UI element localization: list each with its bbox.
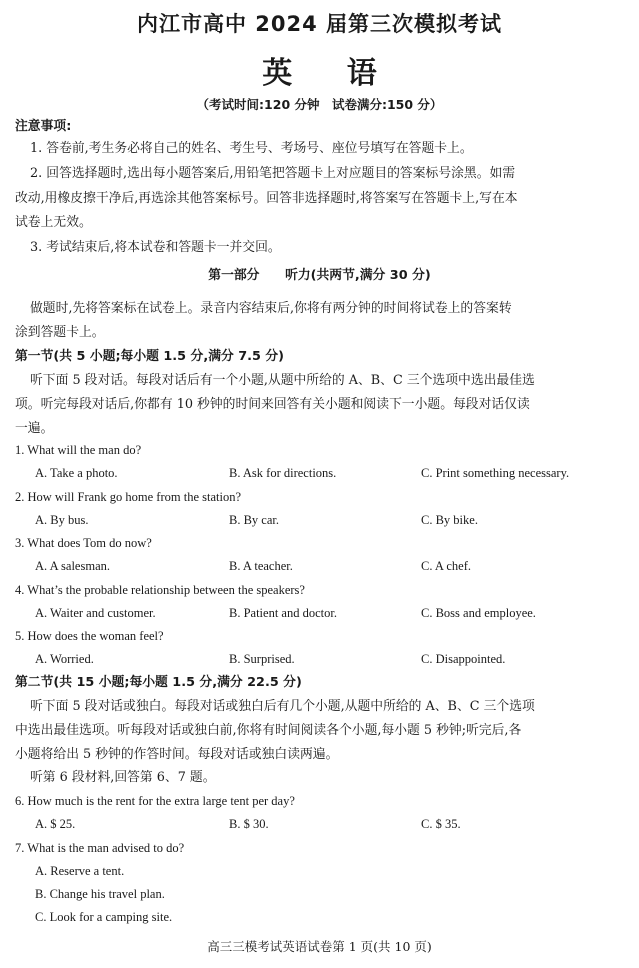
option-a: A. Waiter and customer. [35, 606, 156, 620]
material-note: 听第 6 段材料,回答第 6、7 题。 [30, 770, 216, 785]
notice-item: 3. 考试结束后,将本试卷和答题卡一并交回。 [30, 240, 281, 255]
option-c: C. Look for a camping site. [35, 910, 173, 924]
section1-instruction: 听下面 5 段对话。每段对话后有一个小题,从题中所给的 A、B、C 三个选项中选出最佳选 [30, 373, 535, 388]
notice-item: 2. 回答选择题时,选出每小题答案后,用铅笔把答题卡上对应题目的答案标号涂黑。如需 [30, 166, 516, 181]
part1-intro: 涂到答题卡上。 [15, 325, 105, 340]
question-stem: 1. What will the man do? [15, 443, 142, 457]
question-stem: 4. What’s the probable relationship between the speakers? [15, 583, 305, 597]
option-a: A. Worried. [35, 652, 94, 666]
section2-instruction: 听下面 5 段对话或独白。每段对话或独白后有几个小题,从题中所给的 A、B、C 三个选项 [30, 699, 535, 714]
time-info: （考试时间:120 分钟 试卷满分:150 分） [196, 97, 443, 112]
notice-item: 改动,用橡皮擦干净后,再选涂其他答案标号。回答非选择题时,将答案写在答题卡上,写在本 [15, 191, 518, 206]
option-c: C. $ 35. [421, 817, 461, 831]
option-c: C. Boss and employee. [421, 606, 536, 620]
section1-instruction: 一遍。 [15, 421, 54, 436]
option-b: B. By car. [229, 513, 279, 527]
option-b: B. Patient and doctor. [229, 606, 337, 620]
exam-title: 内江市高中 2024 届第三次模拟考试 [136, 12, 503, 36]
option-a: A. $ 25. [35, 817, 76, 831]
question-stem: 3. What does Tom do now? [15, 536, 152, 550]
option-b: B. Ask for directions. [229, 466, 337, 480]
section2-instruction: 小题将给出 5 秒钟的作答时间。每段对话或独白读两遍。 [15, 747, 339, 762]
part1-heading: 第一部分 听力(共两节,满分 30 分) [208, 268, 431, 283]
notice-item: 1. 答卷前,考生务必将自己的姓名、考生号、考场号、座位号填写在答题卡上。 [30, 141, 473, 156]
notice-heading: 注意事项: [15, 119, 72, 134]
question-stem: 7. What is the man advised to do? [15, 841, 185, 855]
option-b: B. Change his travel plan. [35, 887, 165, 901]
section2-instruction: 中选出最佳选项。听每段对话或独白前,你将有时间阅读各个小题,每小题 5 秒钟;听完后,各 [15, 723, 522, 738]
question-stem: 5. How does the woman feel? [15, 629, 164, 643]
option-c: C. Disappointed. [421, 652, 506, 666]
part1-intro: 做题时,先将答案标在试卷上。录音内容结束后,你将有两分钟的时间将试卷上的答案转 [30, 301, 512, 316]
option-a: A. Take a photo. [35, 466, 118, 480]
section1-heading: 第一节(共 5 小题;每小题 1.5 分,满分 7.5 分) [15, 349, 285, 364]
option-c: C. Print something necessary. [421, 466, 570, 480]
option-b: B. A teacher. [229, 559, 293, 573]
option-b: B. Surprised. [229, 652, 295, 666]
option-a: A. A salesman. [35, 559, 110, 573]
option-a: A. Reserve a tent. [35, 864, 125, 878]
page-footer: 高三三模考试英语试卷第 1 页(共 10 页) [207, 939, 432, 954]
option-a: A. By bus. [35, 513, 89, 527]
section1-instruction: 项。听完每段对话后,你都有 10 秒钟的时间来回答有关小题和阅读下一小题。每段对话仅读 [15, 397, 530, 412]
subject-title: 英 语 [262, 56, 399, 91]
section2-heading: 第二节(共 15 小题;每小题 1.5 分,满分 22.5 分) [15, 675, 302, 690]
notice-item: 试卷上无效。 [15, 215, 92, 230]
option-c: C. By bike. [421, 513, 478, 527]
option-b: B. $ 30. [229, 817, 269, 831]
question-stem: 6. How much is the rent for the extra large tent per day? [15, 794, 295, 808]
question-stem: 2. How will Frank go home from the station? [15, 490, 242, 504]
option-c: C. A chef. [421, 559, 471, 573]
